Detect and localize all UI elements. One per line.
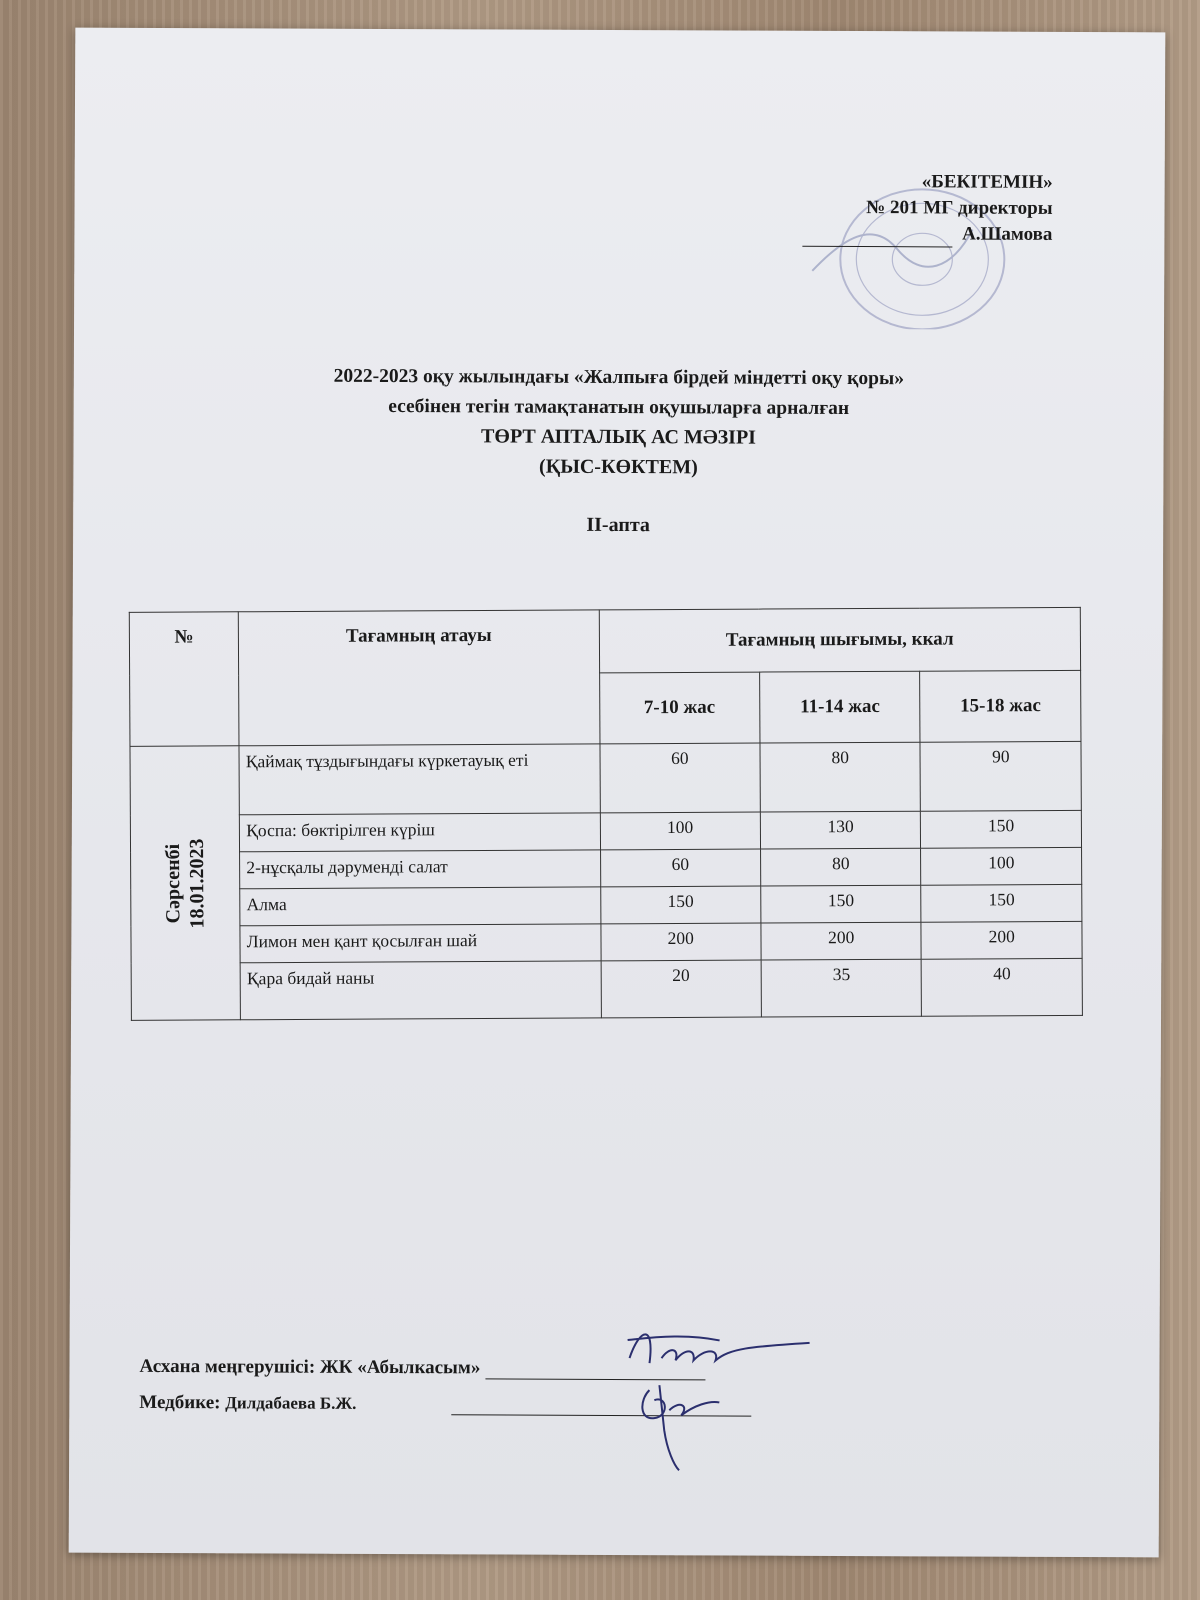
dish-name: 2-нұсқалы дәруменді салат (240, 850, 600, 889)
table-row (131, 884, 1082, 926)
week-label: ІІ-апта (586, 513, 650, 537)
portion-value: 150 (761, 885, 922, 923)
age-header: 11-14 жас (760, 672, 921, 743)
portion-value: 60 (599, 743, 760, 813)
portion-value: 150 (600, 886, 761, 924)
approval-position: № 201 МГ директоры (866, 197, 1053, 219)
menu-table (129, 607, 1083, 1021)
age-header: 7-10 жас (599, 672, 760, 743)
portion-value: 35 (761, 959, 922, 1017)
dish-name: Лимон мен қант қосылған шай (240, 924, 600, 963)
nurse-name: Дилдабаева Б.Ж. (225, 1393, 357, 1413)
dish-name: Қара бидай наны (240, 961, 601, 1020)
table-row (131, 958, 1082, 1020)
portion-value: 60 (600, 849, 761, 887)
portion-value: 20 (601, 960, 762, 1018)
column-header-output: Тағамның шығымы, ккал (599, 607, 1081, 673)
approval-name: А.Шамова (962, 223, 1053, 245)
nurse-signature (619, 1370, 729, 1480)
day-cell (130, 746, 241, 1021)
day-date: 18.01.2023 (186, 837, 209, 929)
approval-title: «БЕКІТЕМІН» (921, 171, 1053, 193)
dish-name: Қоспа: бөктірілген күріш (240, 813, 600, 852)
portion-value: 100 (921, 847, 1082, 885)
table-row (130, 810, 1081, 852)
header-line-4: (ҚЫС-КӨКТЕМ) (539, 455, 698, 479)
portion-value: 90 (920, 741, 1081, 811)
table-row (131, 921, 1082, 963)
portion-value: 130 (760, 811, 921, 849)
portion-value: 200 (921, 921, 1082, 959)
header-line-1: 2022-2023 оқу жылындағы «Жалпыға бірдей міндетті оқу қоры» (333, 365, 905, 390)
approval-signature-row (802, 221, 1052, 248)
portion-value: 40 (922, 958, 1083, 1016)
dish-name: Қаймақ тұздығындағы күркетауық еті (239, 744, 600, 815)
document-page (69, 28, 1166, 1558)
document-subtitle (74, 361, 1164, 426)
table-row (130, 741, 1081, 815)
document-title (73, 420, 1163, 485)
age-header: 15-18 жас (920, 671, 1081, 742)
column-header-number: № (129, 612, 239, 747)
portion-value: 80 (760, 742, 921, 812)
approval-block (802, 169, 1053, 248)
portion-value: 200 (600, 923, 761, 961)
header-line-2: есебінен тегін тамақтанатын оқушыларға арналған (388, 395, 850, 420)
dish-name: Алма (240, 887, 600, 926)
portion-value: 150 (921, 810, 1082, 848)
portion-value: 200 (761, 922, 922, 960)
portion-value: 80 (761, 848, 922, 886)
day-name: Сәрсенбі (162, 843, 185, 923)
nurse-label: Медбике: (139, 1391, 221, 1414)
table-row (131, 847, 1082, 889)
portion-value: 150 (921, 884, 1082, 922)
column-header-dish: Тағамның атауы (239, 610, 600, 746)
header-line-3: ТӨРТ АПТАЛЫҚ АС МӘЗІРІ (481, 425, 757, 449)
cafeteria-manager-label: Асхана меңгерушісі: ЖК «Абылкасым» (139, 1355, 481, 1379)
portion-value: 100 (600, 812, 761, 850)
